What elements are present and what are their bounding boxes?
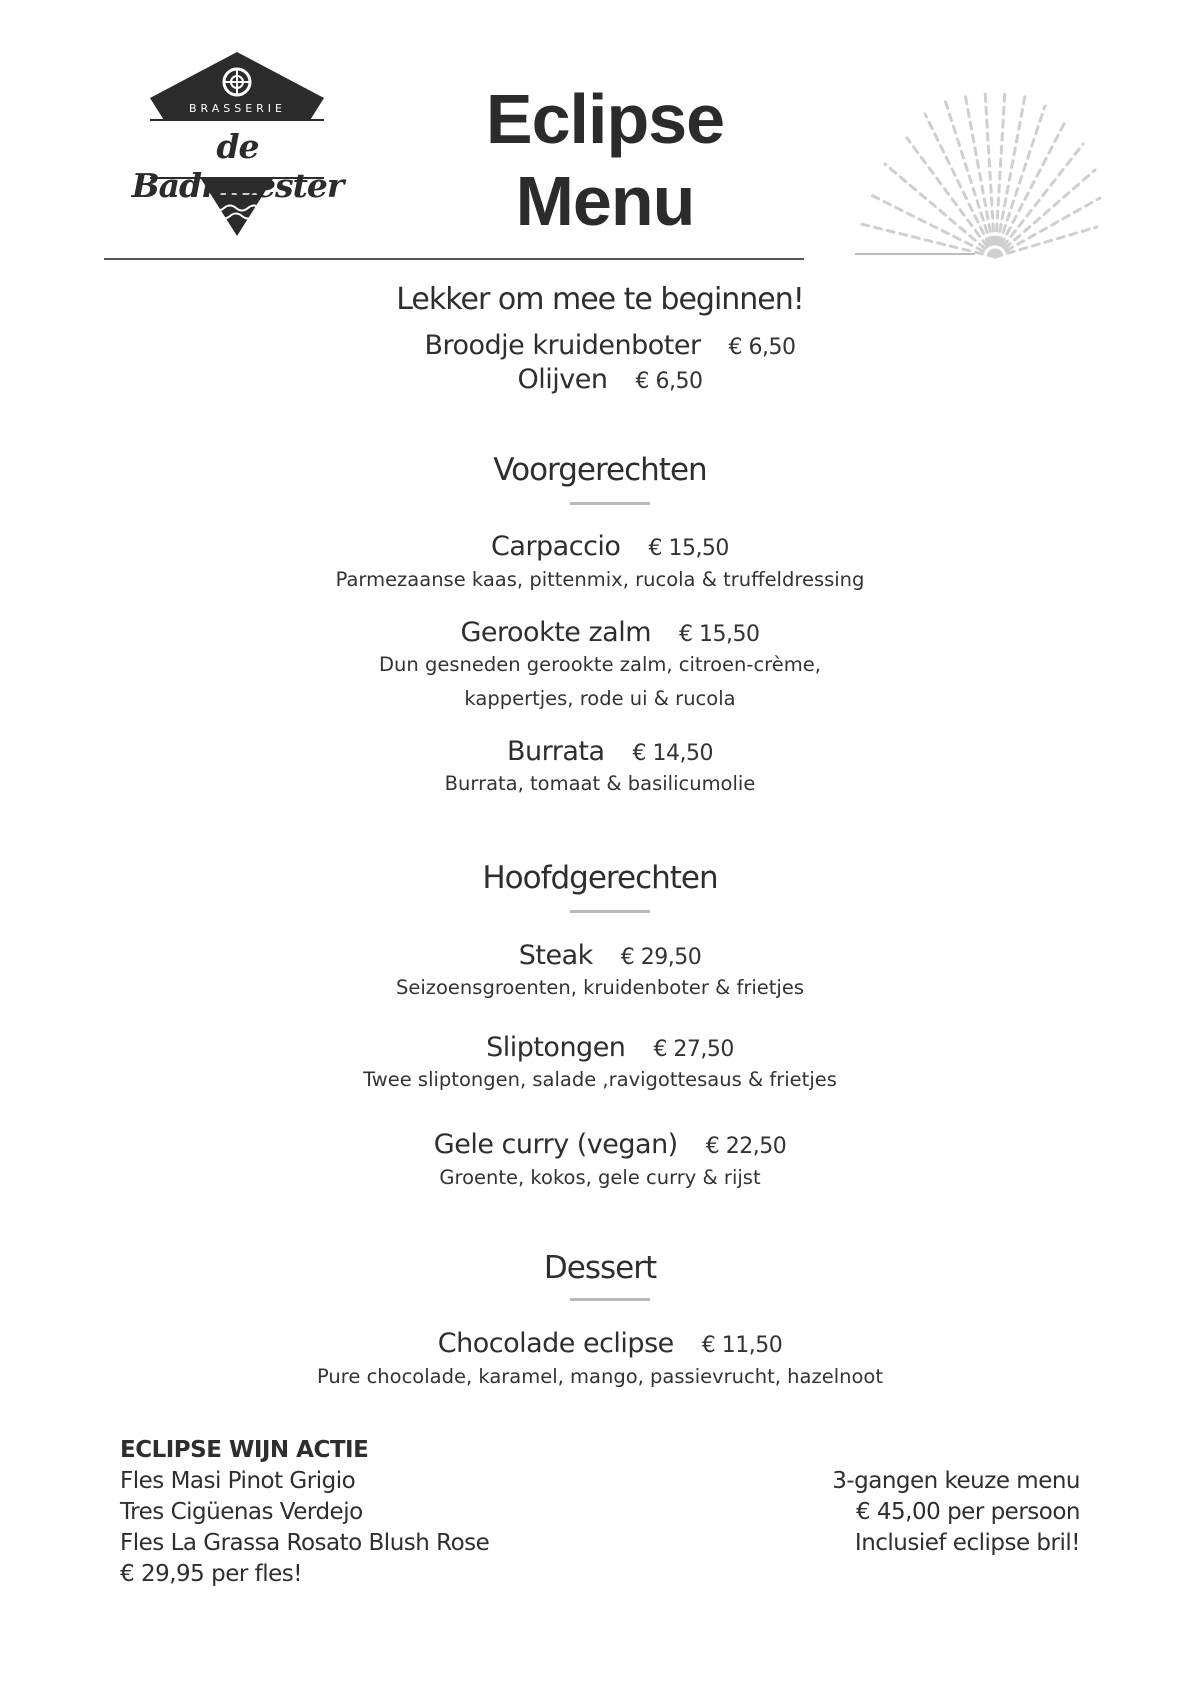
logo [120, 48, 355, 238]
dish-row [10, 617, 1200, 648]
wine-line: Tres Cigüenas Verdejo [120, 1499, 363, 1525]
section-rule [570, 502, 650, 505]
dish-price: € 27,50 [653, 1037, 734, 1062]
dish-row [10, 940, 1200, 971]
starter-name: Olijven [517, 364, 608, 395]
section-rule [570, 1298, 650, 1301]
dish-description: Twee sliptongen, salade ,ravigottesaus & frietjes [363, 1068, 837, 1091]
starter-price: € 6,50 [635, 369, 703, 394]
dish-row [10, 1032, 1200, 1063]
dish-price: € 11,50 [701, 1333, 783, 1358]
dish-name: Burrata [506, 736, 605, 767]
menu-offer [832, 1466, 1080, 1559]
dish-price: € 29,50 [620, 945, 702, 970]
wine-heading: ECLIPSE WIJN ACTIE [120, 1437, 369, 1463]
wine-line: € 29,95 per fles! [120, 1561, 302, 1587]
wine-promo [120, 1435, 489, 1590]
offer-line: Inclusief eclipse bril! [854, 1530, 1080, 1556]
dish-price: € 15,50 [648, 536, 729, 561]
starter-row [10, 330, 1200, 361]
dish-description: Burrata, tomaat & basilicumolie [444, 772, 756, 795]
dish-description: Parmezaanse kaas, pittenmix, rucola & truffeldressing [335, 568, 865, 591]
wine-line: Fles La Grassa Rosato Blush Rose [120, 1530, 490, 1556]
starter-price: € 6,50 [728, 335, 796, 360]
dish-name: Chocolade eclipse [437, 1328, 674, 1359]
dish-description: Groente, kokos, gele curry & rijst [439, 1166, 761, 1189]
section-title-dessert: Dessert [543, 1250, 657, 1286]
offer-line: € 45,00 per persoon [855, 1499, 1080, 1525]
header-divider [104, 258, 804, 260]
logo-top-text: BRASSERIE [188, 102, 287, 115]
starter-name: Broodje kruidenboter [424, 330, 701, 361]
dish-description: Dun gesneden gerookte zalm, citroen-crème, [379, 653, 821, 676]
section-rule [570, 910, 650, 913]
dish-price: € 15,50 [679, 622, 760, 647]
title-line-1: Eclipse [485, 80, 725, 158]
dish-name: Carpaccio [491, 531, 621, 562]
dish-description: kappertjes, rode ui & rucola [464, 687, 736, 710]
dish-price: € 14,50 [632, 741, 714, 766]
dish-name: Gerookte zalm [460, 617, 652, 648]
dish-row [10, 531, 1200, 562]
dish-price: € 22,50 [705, 1134, 787, 1159]
logo-name: de Badmeester [131, 127, 344, 205]
dish-description: Pure chocolade, karamel, mango, passievrucht, hazelnoot [317, 1365, 883, 1388]
title-line-2: Menu [515, 162, 695, 240]
offer-line: 3-gangen keuze menu [832, 1468, 1080, 1494]
dish-row [10, 1129, 1200, 1160]
dish-description: Seizoensgroenten, kruidenboter & frietjes [395, 976, 805, 999]
starter-row [10, 364, 1200, 395]
sunburst-icon [855, 82, 1175, 282]
dish-name: Steak [518, 940, 593, 971]
section-title-voorgerechten: Voorgerechten [493, 452, 707, 488]
dish-row [10, 736, 1200, 767]
dish-row [10, 1328, 1200, 1359]
page-title [400, 78, 810, 242]
section-title-hoofdgerechten: Hoofdgerechten [482, 860, 718, 896]
starters-heading: Lekker om mee te beginnen! [396, 282, 804, 317]
wine-line: Fles Masi Pinot Grigio [120, 1468, 356, 1494]
dish-name: Sliptongen [486, 1032, 626, 1063]
dish-name: Gele curry (vegan) [433, 1129, 678, 1160]
